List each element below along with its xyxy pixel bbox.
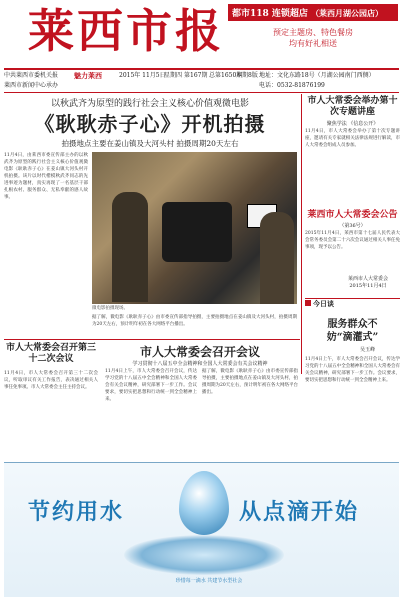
column-title[interactable]: 服务群众不妨“滴灌式” bbox=[326, 319, 379, 343]
meeting-center-body-1: 11月4日上午，市人大常委会召开会议，传达学习党的十八届五中全会精神和全国人大常委会有关会议精神，研究部署下一步工作。会议要求，要切实把思想和行动统一到全会精神上来。 bbox=[105, 369, 197, 402]
notice-signoff bbox=[338, 276, 398, 290]
ad-line-2: 均有好礼相送 bbox=[289, 39, 337, 48]
sidebar-headline-2[interactable]: 莱西市人大常委会公告 bbox=[307, 210, 398, 220]
sidebar-subhead-2: （第36号） bbox=[339, 223, 366, 229]
section-today-talk bbox=[305, 298, 400, 309]
weekday: 星期四 bbox=[164, 72, 183, 79]
lead-headline[interactable]: 《耿耿赤子心》开机拍摄 bbox=[34, 112, 266, 136]
column-body: 11月4日上午，市人大常委会召开会议，传达学习党的十八届五中全会精神和全国人大常委会有关会议精神，研究部署下一步工作。会议要求，要切实把思想和行动统一到全会精神上来。 bbox=[305, 357, 400, 383]
masthead-title: 莱西市报 bbox=[28, 4, 224, 58]
water-splash-icon bbox=[124, 535, 284, 575]
lead-body-column-1: 11月4日，由莱西市委宣传部主办的以秋武齐为原型的践行社会主义核心价值观微电影《耿耿赤子心》在姜山镇大河头村开机拍摄。该片以时代楷模秋武齐同志的先进事迹为题材，真实再现了一名基层干部扎根农村、服务群众、无私奉献的感人故事。 bbox=[4, 153, 88, 200]
meeting-left-headline[interactable]: 市人大常委会召开第三十二次会议 bbox=[5, 343, 96, 364]
water-drop-icon bbox=[179, 471, 229, 535]
meeting-left-body: 11月4日，市人大常委会召开第三十二次会议，听取审议有关工作报告，表决通过相关人事任免事项。市人大常委会主任主持会议。 bbox=[4, 371, 98, 390]
meeting-center-headline[interactable]: 市人大常委会召开会议 bbox=[139, 345, 260, 359]
photo-caption: 微电影拍摄现场。 bbox=[92, 306, 128, 311]
meeting-center-subhead: 学习贯彻十八届五中全会精神和全国人大常委会有关会议精神 bbox=[132, 361, 268, 367]
notice-date: 2015年11月4日 bbox=[349, 283, 387, 289]
psa-left-text: 节约用水 bbox=[28, 499, 125, 525]
publisher: 中共莱西市委机关报 bbox=[4, 72, 59, 79]
column-author: 吴玉峰 bbox=[360, 347, 376, 353]
total-issue: 总第1650期 bbox=[209, 72, 243, 79]
horizontal-divider bbox=[4, 339, 300, 340]
phone: 电话：0532-81876199 bbox=[259, 82, 325, 89]
ad-branch-text: （莱西月湖公园店） bbox=[311, 8, 384, 18]
page-count: 本期8版 bbox=[236, 72, 258, 79]
masthead-meta-row bbox=[4, 68, 399, 93]
section-marker-icon bbox=[305, 300, 311, 306]
ad-banner bbox=[228, 4, 398, 21]
lead-subhead: 拍摄地点主要在姜山镇及大河头村 拍摄周期20天左右 bbox=[61, 139, 239, 148]
meeting-center-body-2: 据了解，微电影《耿耿赤子心》由市委宣传部指导拍摄，主要拍摄地点在姜山镇及大河头村，拍摄周期为20天左右，预计明年初在各大网络平台播出。 bbox=[202, 369, 298, 395]
lead-kicker: 以秋武齐为原型的践行社会主义核心价值观微电影 bbox=[50, 99, 249, 109]
issue-number: 第167期 bbox=[184, 72, 208, 79]
lead-body-column-2: 据了解，微电影《耿耿赤子心》由市委宣传部指导拍摄，主要拍摄地点在姜山镇及大河头村，拍摄周期为20天左右，预计明年初在各大网络平台播出。 bbox=[92, 315, 297, 327]
water-saving-psa[interactable] bbox=[4, 462, 399, 597]
sidebar-body-1: 11月4日，市人大常委会举办了第十次专题讲座，邀请有关专家就相关法律法规进行解读，市人大常委会组成人员参加。 bbox=[305, 129, 400, 148]
ad-line-1: 预定主题房、特色餐房 bbox=[273, 28, 353, 37]
editor-info: 莱西市新闻中心承办 bbox=[4, 82, 59, 89]
column-divider bbox=[301, 94, 302, 374]
address: 地址：文化东路18号（月湖公园南门西侧） bbox=[259, 72, 375, 79]
photo-camera bbox=[162, 202, 232, 262]
issue-date: 2015年 11月5日 bbox=[119, 72, 166, 79]
sidebar-body-2: 2015年11月4日，莱西市第十七届人民代表大会常务委员会第二十六次会议通过相关人事任免事项，现予以公告。 bbox=[305, 231, 400, 250]
photo-person-right bbox=[260, 212, 294, 304]
psa-right-text: 从点滴开始 bbox=[239, 499, 360, 525]
lead-photo[interactable] bbox=[92, 152, 297, 304]
psa-slogan: 珍惜每一滴水 共建节水型社会 bbox=[175, 578, 243, 584]
section-label: 今日谈 bbox=[313, 299, 334, 308]
ad-banner-text: 都市118 连锁超店 bbox=[232, 9, 308, 19]
logo-text: 魅力莱西 bbox=[74, 71, 102, 80]
top-advertisement[interactable] bbox=[228, 4, 398, 66]
sidebar-subhead-1: 聚焦学法 《信息公开》 bbox=[326, 121, 379, 127]
notice-org: 莱西市人大常委会 bbox=[347, 276, 388, 282]
photo-person-left bbox=[112, 192, 148, 302]
sidebar-headline-1[interactable]: 市人大常委会举办第十次专题讲座 bbox=[307, 96, 398, 117]
